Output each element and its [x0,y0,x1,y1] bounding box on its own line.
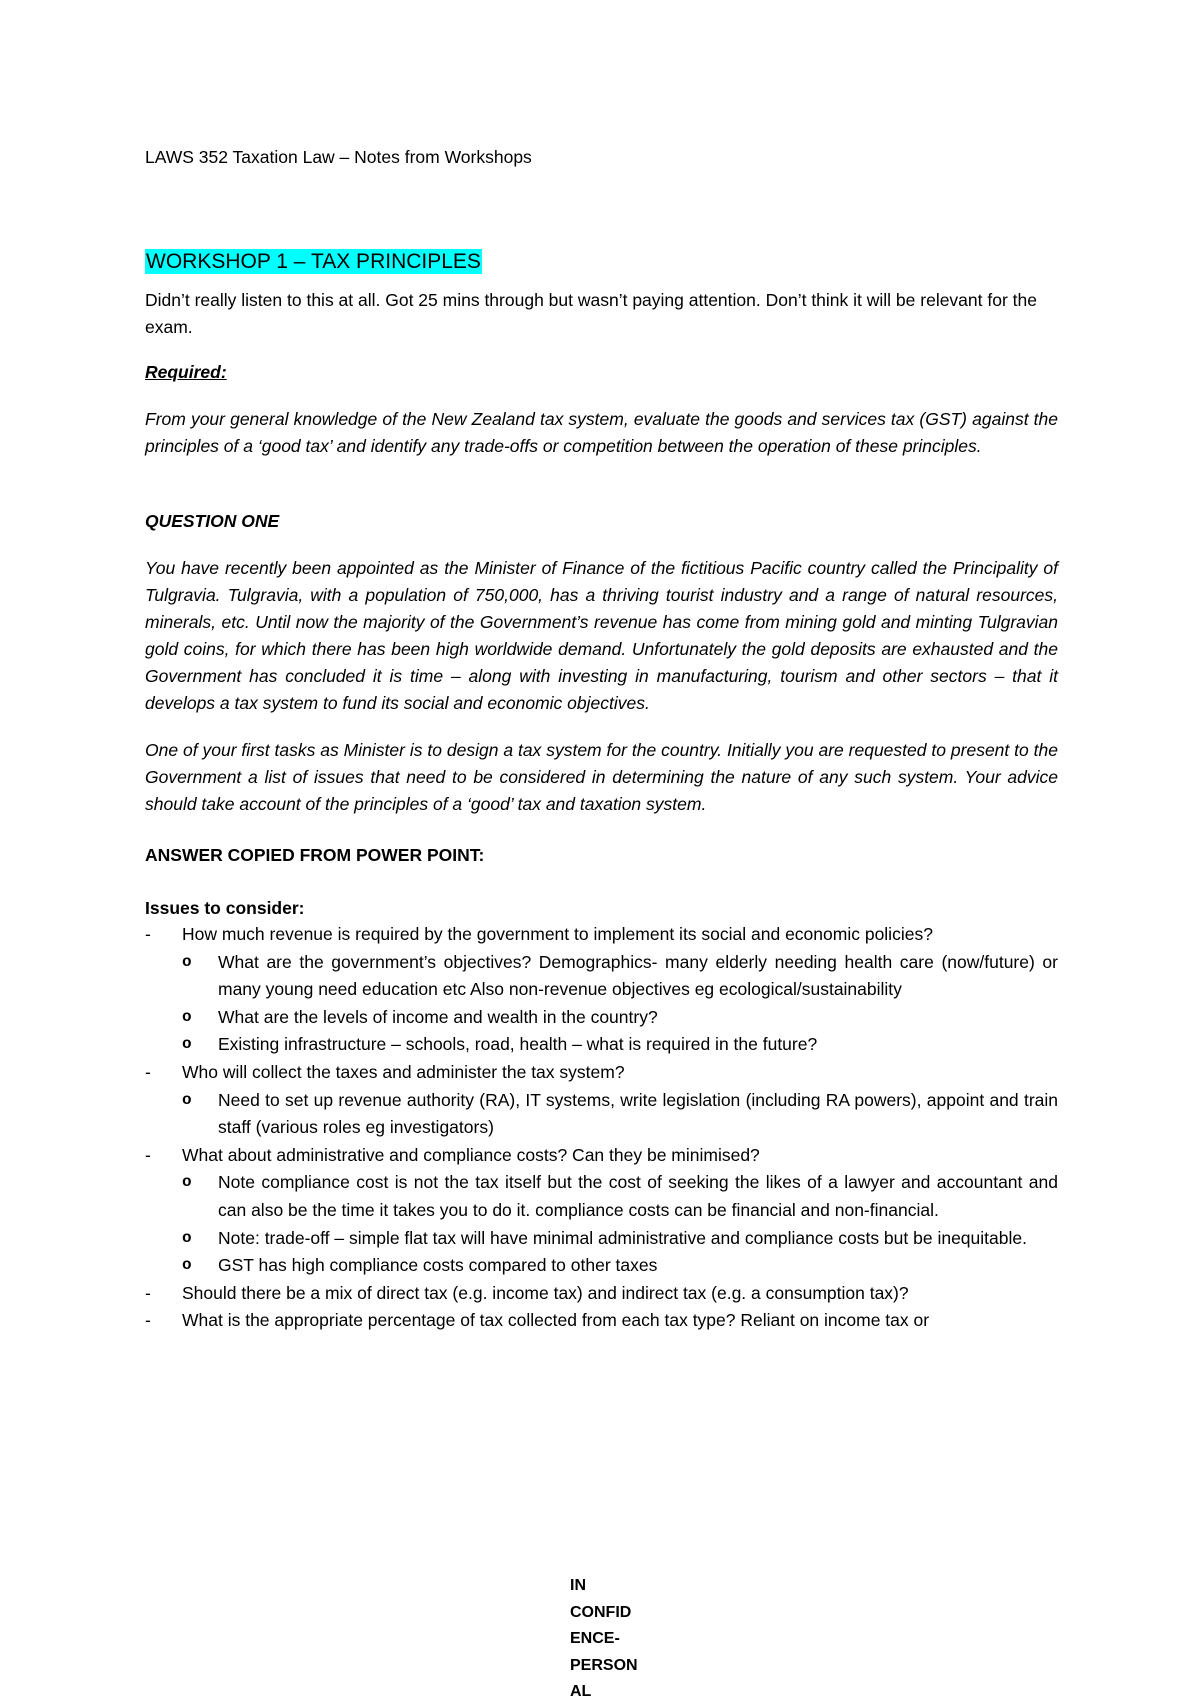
sub-issue-text: GST has high compliance costs compared to other taxes [218,1255,658,1276]
question-heading: QUESTION ONE [145,511,280,531]
stamp-line: IN [570,1577,586,1594]
issues-list [145,921,1058,1335]
sub-issue-text: Existing infrastructure – schools, road, health – what is required in the future? [218,1034,818,1055]
dash-marker: - [145,1144,151,1165]
bullet-marker: o [182,1090,192,1109]
workshop-heading-highlight: WORKSHOP 1 – TAX PRINCIPLES [146,250,481,273]
stamp-line: PERSON [570,1656,638,1674]
issue-text: Should there be a mix of direct tax (e.g. income tax) and indirect tax (e.g. a consumption tax)? [182,1282,909,1303]
confidential-stamp [570,1573,638,1706]
sub-issues-list [182,949,1058,1059]
dash-marker: - [145,1282,151,1303]
stamp-line: CONFID [570,1603,632,1621]
bullet-marker: o [182,1035,192,1054]
sub-issue-item [182,949,1058,1004]
issues-heading: Issues to consider: [145,898,305,918]
sub-issue-item [182,1225,1058,1253]
issue-text: What is the appropriate percentage of tax collected from each tax type? Reliant on income tax or [182,1310,930,1331]
issue-item [145,1307,1058,1335]
issue-item [145,1059,1058,1142]
stamp-line: AL [570,1683,592,1700]
dash-marker: - [145,924,151,944]
sub-issue-text: What are the levels of income and wealth in the country? [218,1006,658,1027]
sub-issue-item [182,1004,1058,1032]
sub-issue-item [182,1252,1058,1280]
issue-item [145,1142,1058,1280]
document-title: LAWS 352 Taxation Law – Notes from Workshops [145,147,532,167]
document-body [145,145,1058,1335]
issue-text: Who will collect the taxes and administer the tax system? [182,1061,625,1082]
issue-item [145,1280,1058,1308]
answer-heading: ANSWER COPIED FROM POWER POINT: [145,845,485,865]
sub-issues-list [182,1169,1058,1279]
bullet-marker: o [182,1173,192,1192]
bullet-marker: o [182,1228,192,1247]
question-paragraph-1: You have recently been appointed as the Minister of Finance of the fictitious Pacific country called the Principality of Tulgravia. Tulgravia, with a population of 750,000, has a thriving tourist industry and a range of natural resources, minerals, etc. Until now the majority of the Government’s revenue has come from mining gold and minting Tulgravian gold coins, for which there has been high worldwide demand. Unfortunately the gold deposits are exhausted and the Government has concluded it is time – along with investing in manufacturing, tourism and other sectors – that it develops a tax system to fund its social and economic objectives. [145,558,1058,713]
sub-issue-text: Need to set up revenue authority (RA), IT systems, write legislation (including RA powers), appoint and train staff (various roles eg investigators) [218,1089,1058,1138]
sub-issues-list [182,1087,1058,1142]
issue-text: How much revenue is required by the government to implement its social and economic policies? [182,924,933,944]
required-text: From your general knowledge of the New Zealand tax system, evaluate the goods and services tax (GST) against the principles of a ‘good tax’ and identify any trade-offs or competition between the operation of these principles. [145,409,1058,456]
workshop-heading [145,248,1058,275]
bullet-marker: o [182,1256,192,1275]
stamp-line: ENCE- [570,1630,620,1647]
dash-marker: - [145,1061,151,1082]
question-paragraph-2: One of your first tasks as Minister is to design a tax system for the country. Initially you are requested to present to the Government a list of issues that need to be considered in determining the nature of any such system. Your advice should take account of the principles of a ‘good’ tax and taxation system. [145,740,1058,814]
sub-issue-item [182,1169,1058,1224]
sub-issue-text: Note compliance cost is not the tax itself but the cost of seeking the likes of a lawyer and accountant and can also be the time it takes you to do it. compliance costs can be financial and non-financial. [218,1172,1058,1220]
required-label: Required: [145,362,227,382]
sub-issue-item [182,1087,1058,1142]
intro-paragraph: Didn’t really listen to this at all. Got 25 mins through but wasn’t paying attention. Don’t think it will be relevant for the exam. [145,290,1037,337]
sub-issue-item [182,1031,1058,1059]
bullet-marker: o [182,1007,192,1026]
issue-text: What about administrative and compliance costs? Can they be minimised? [182,1144,760,1165]
bullet-marker: o [182,952,192,971]
sub-issue-text: What are the government’s objectives? Demographics- many elderly needing health care (now/future) or many young need education etc Also non-revenue objectives eg ecological/sustainability [218,951,1058,1000]
sub-issue-text: Note: trade-off – simple flat tax will have minimal administrative and compliance costs but be inequitable. [218,1227,1027,1248]
issue-item [145,921,1058,1059]
dash-marker: - [145,1310,151,1331]
